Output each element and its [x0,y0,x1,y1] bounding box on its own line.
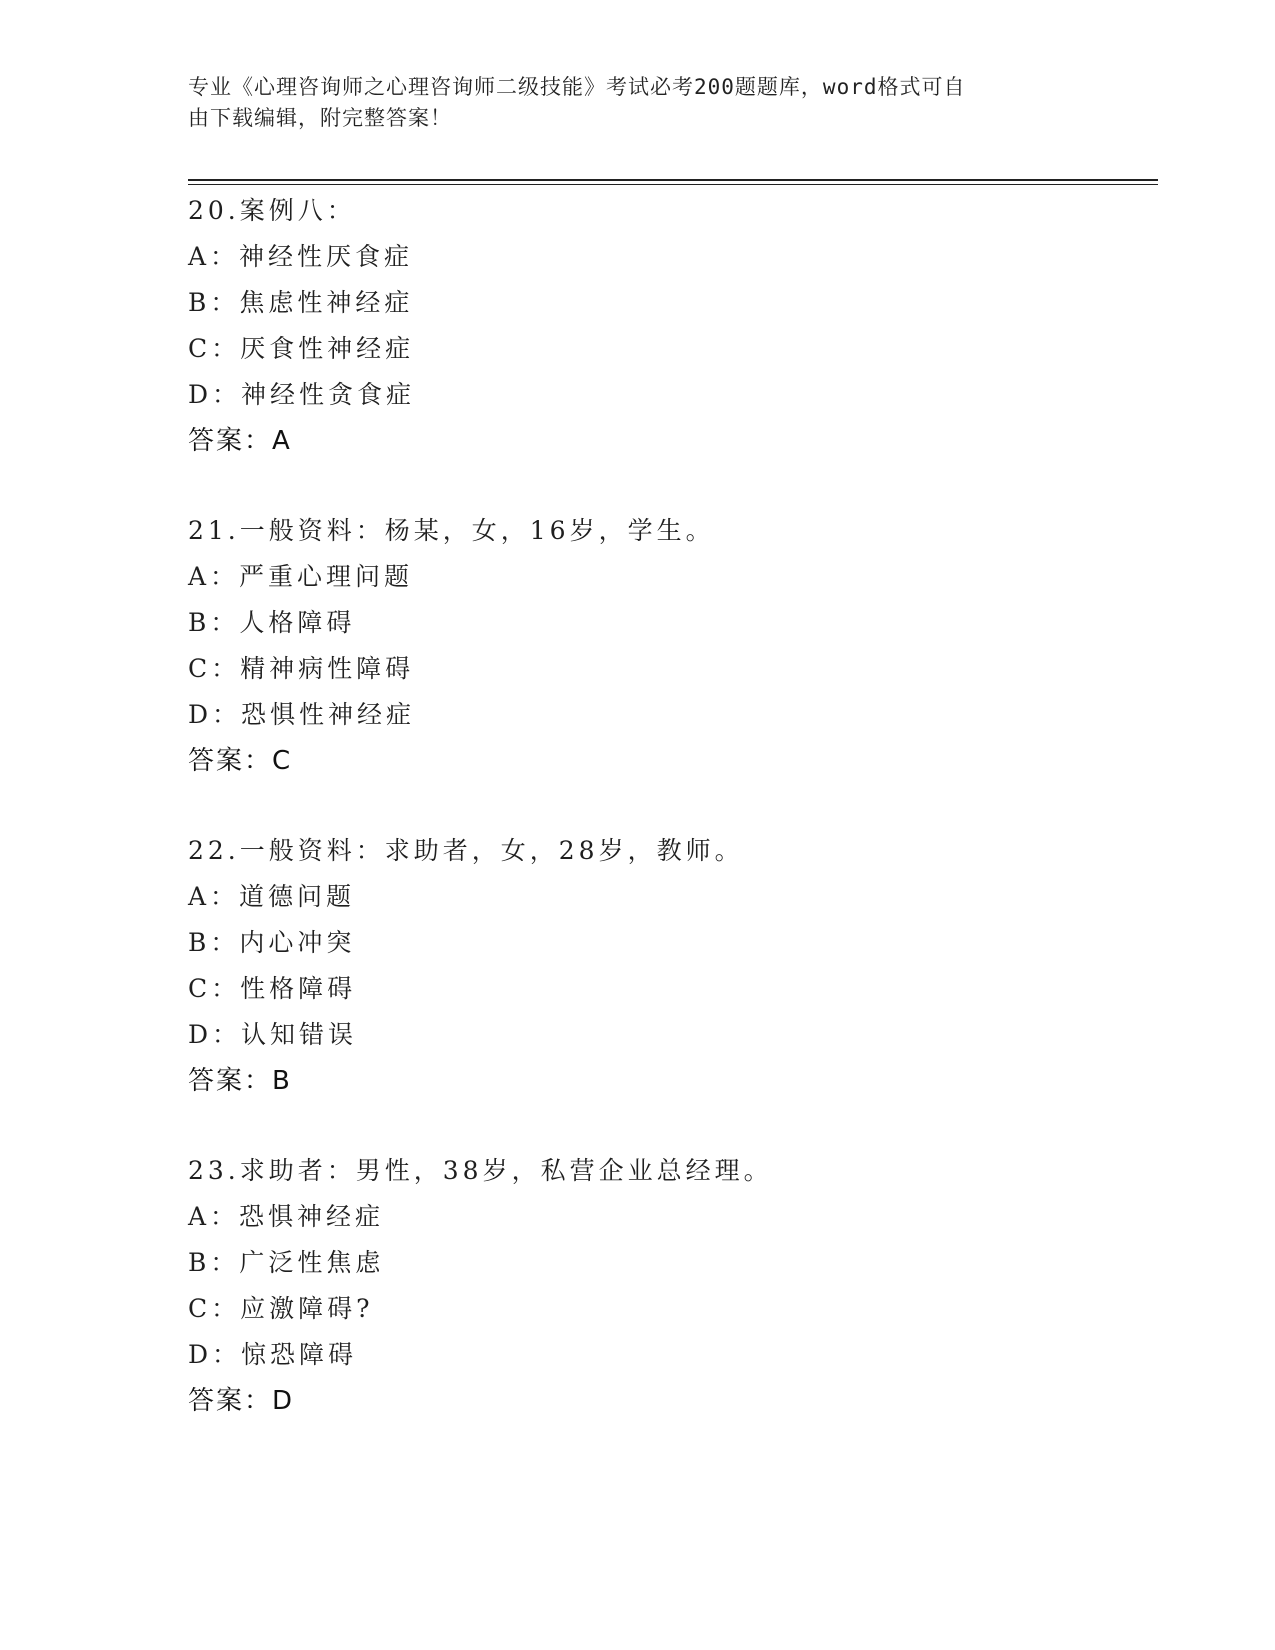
answer-line: 答案：A [188,426,292,456]
answer-line: 答案：D [188,1386,295,1416]
option-d: D：恐惧性神经症 [188,700,416,729]
answer-line: 答案：B [188,1066,292,1096]
header-line-1: 专业《心理咨询师之心理咨询师二级技能》考试必考200题题库，word格式可自 [188,75,966,99]
option-c: C：厌食性神经症 [188,334,415,363]
option-d: D：惊恐障碍 [188,1340,358,1369]
option-d: D：神经性贪食症 [188,380,416,409]
option-c: C：精神病性障碍 [188,654,415,683]
option-a: A：恐惧神经症 [188,1202,385,1231]
question-stem: 23.求助者：男性，38岁，私营企业总经理。 [188,1156,773,1185]
option-b: B：焦虑性神经症 [188,288,414,317]
option-d: D：认知错误 [188,1020,358,1049]
question-item [188,828,1158,1104]
option-a: A：严重心理问题 [188,562,414,591]
question-item [188,1148,1158,1424]
document-header [188,72,1068,134]
option-b: B：内心冲突 [188,928,356,957]
header-line-2: 由下载编辑，附完整答案！ [188,106,452,130]
option-b: B：人格障碍 [188,608,356,637]
option-a: A：道德问题 [188,882,356,911]
question-item [188,508,1158,784]
question-item [188,188,1158,464]
header-divider-thin [188,184,1158,185]
header-divider-thick [188,179,1158,181]
option-c: C：应激障碍? [188,1294,374,1323]
question-list [188,188,1158,1468]
option-c: C：性格障碍 [188,974,357,1003]
question-stem: 22.一般资料：求助者，女，28岁，教师。 [188,836,744,865]
option-b: B：广泛性焦虑 [188,1248,385,1277]
question-stem: 20.案例八： [188,196,356,225]
answer-line: 答案：C [188,746,293,776]
option-a: A：神经性厌食症 [188,242,414,271]
question-stem: 21.一般资料：杨某，女，16岁，学生。 [188,516,715,545]
